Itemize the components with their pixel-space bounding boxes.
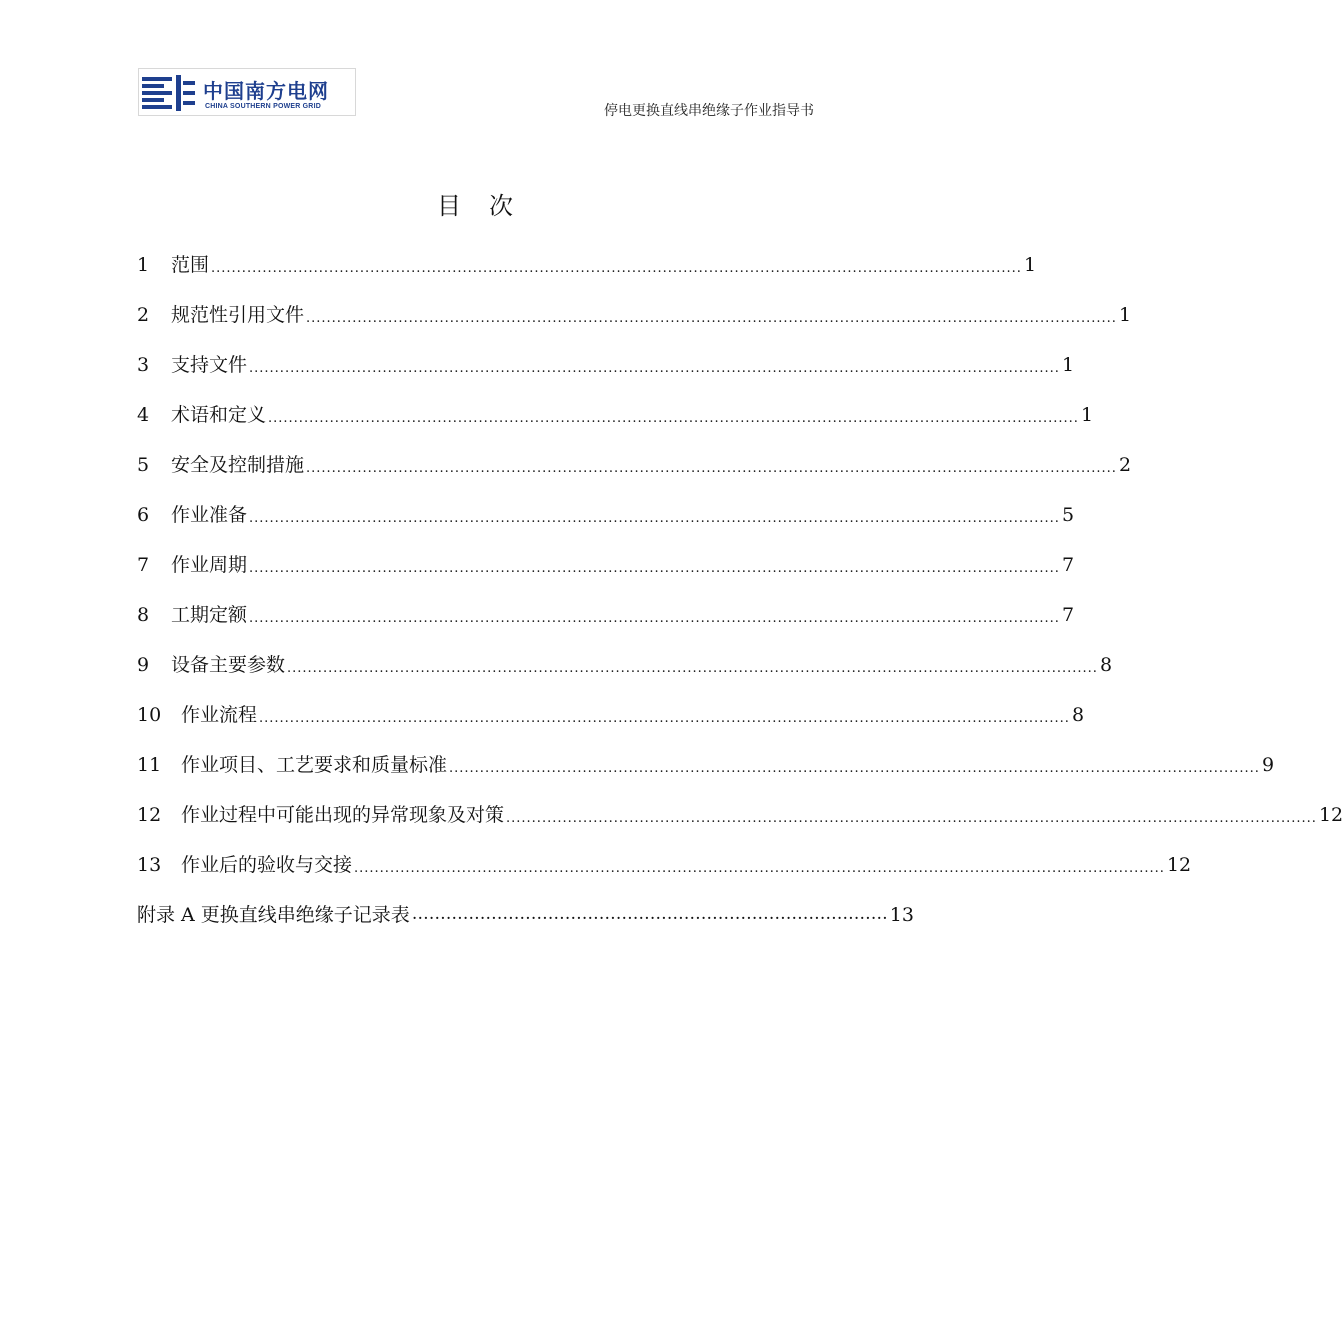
toc-entry-page: 1	[1061, 353, 1075, 376]
toc-entry-page: 7	[1061, 603, 1075, 626]
toc-entry-page: 1	[1080, 403, 1094, 426]
toc-leader-dots: ..............................................................................................................................................................	[287, 661, 1098, 676]
toc-leader-dots: ..............................................................................................................................................................	[211, 261, 1022, 276]
toc-entry-page: 5	[1061, 503, 1075, 526]
toc-entry-label: 工期定额	[171, 603, 248, 626]
logo-text-cn: 中国南方电网	[203, 79, 329, 103]
toc-leader-dots: ..............................................................................................................................................................	[249, 561, 1060, 576]
toc-entry-label: 安全及控制措施	[171, 453, 305, 476]
toc-entry[interactable]	[137, 340, 1075, 390]
toc-entry[interactable]	[137, 440, 1132, 490]
toc-entry-page: 12	[1318, 803, 1343, 826]
toc-entry[interactable]	[137, 690, 1085, 740]
toc-entry-label: 支持文件	[171, 353, 248, 376]
toc-leader-dots: ..............................................................................................................................................................	[506, 811, 1317, 826]
toc-entry-page: 7	[1061, 553, 1075, 576]
power-grid-logo-icon	[139, 69, 201, 115]
toc-entry-label: 作业过程中可能出现的异常现象及对策	[181, 803, 505, 826]
toc-entry-number: 4	[137, 403, 150, 426]
toc-entry-label: 术语和定义	[171, 403, 267, 426]
toc-leader-dots: ..............................................................................................................................................................	[249, 361, 1060, 376]
toc-heading	[0, 186, 950, 221]
toc-entry-number: 10	[137, 703, 162, 726]
toc-entry-label: 作业后的验收与交接	[181, 853, 353, 876]
toc-leader-dots: ..............................................................................................................................................................	[354, 861, 1165, 876]
toc-appendix-prefix: 附录 A	[137, 903, 195, 926]
toc-appendix-entry[interactable]	[137, 890, 914, 940]
toc-appendix-label: 更换直线串绝缘子记录表	[200, 903, 410, 926]
logo-text-en: CHINA SOUTHERN POWER GRID	[205, 103, 321, 110]
toc-entry-number: 3	[137, 353, 150, 376]
toc-entry-page: 2	[1118, 453, 1132, 476]
toc-leader-dots: ..............................................................................................................................................................	[259, 711, 1070, 726]
toc-entry[interactable]	[137, 390, 1094, 440]
toc-entry[interactable]	[137, 240, 1037, 290]
toc-entry-number: 7	[137, 553, 150, 576]
toc-entry-label: 作业流程	[181, 703, 258, 726]
toc-entry[interactable]	[137, 840, 1192, 890]
toc-entry-label: 范围	[171, 253, 210, 276]
toc-entry-number: 9	[137, 653, 150, 676]
toc-entry[interactable]	[137, 590, 1075, 640]
toc-entry-page: 1	[1023, 253, 1037, 276]
toc-entry-number: 13	[137, 853, 162, 876]
toc-entry-label: 规范性引用文件	[171, 303, 305, 326]
toc-heading-char: 目	[437, 192, 461, 220]
toc-entry-label: 作业周期	[171, 553, 248, 576]
toc-entry-number: 12	[137, 803, 162, 826]
toc-entry-number: 11	[137, 753, 162, 776]
toc-leader-dots: ..............................................................................................................................................................	[249, 511, 1060, 526]
toc-entry-number: 6	[137, 503, 150, 526]
toc-leader-dots: ..............................................................................................................................................................	[306, 461, 1117, 476]
toc-heading-char: 次	[489, 192, 513, 220]
toc-leader-dots: …………………………………………………………………………	[411, 904, 888, 924]
toc-entry[interactable]	[137, 740, 1275, 790]
document-title: 停电更换直线串绝缘子作业指导书	[604, 103, 814, 119]
toc-appendix-page: 13	[889, 903, 914, 926]
toc-entry-number: 8	[137, 603, 150, 626]
toc-leader-dots: ..............................................................................................................................................................	[249, 611, 1060, 626]
toc-entry-label: 作业项目、工艺要求和质量标准	[181, 753, 448, 776]
toc-entry-label: 设备主要参数	[171, 653, 286, 676]
toc-entry[interactable]	[137, 290, 1132, 340]
toc-entry[interactable]	[137, 540, 1075, 590]
toc-entry-page: 1	[1118, 303, 1132, 326]
table-of-contents	[137, 240, 1343, 940]
company-logo	[138, 68, 356, 116]
toc-entry-page: 8	[1099, 653, 1113, 676]
toc-leader-dots: ..............................................................................................................................................................	[268, 411, 1079, 426]
toc-leader-dots: ..............................................................................................................................................................	[449, 761, 1260, 776]
toc-leader-dots: ..............................................................................................................................................................	[306, 311, 1117, 326]
toc-entry-number: 2	[137, 303, 150, 326]
toc-entry-page: 12	[1166, 853, 1192, 876]
toc-entry[interactable]	[137, 490, 1075, 540]
toc-entry-page: 8	[1071, 703, 1085, 726]
toc-entry[interactable]	[137, 640, 1113, 690]
toc-entry-label: 作业准备	[171, 503, 248, 526]
toc-entry-number: 5	[137, 453, 150, 476]
toc-entry[interactable]	[137, 790, 1343, 840]
toc-entry-page: 9	[1261, 753, 1275, 776]
toc-entry-number: 1	[137, 253, 150, 276]
